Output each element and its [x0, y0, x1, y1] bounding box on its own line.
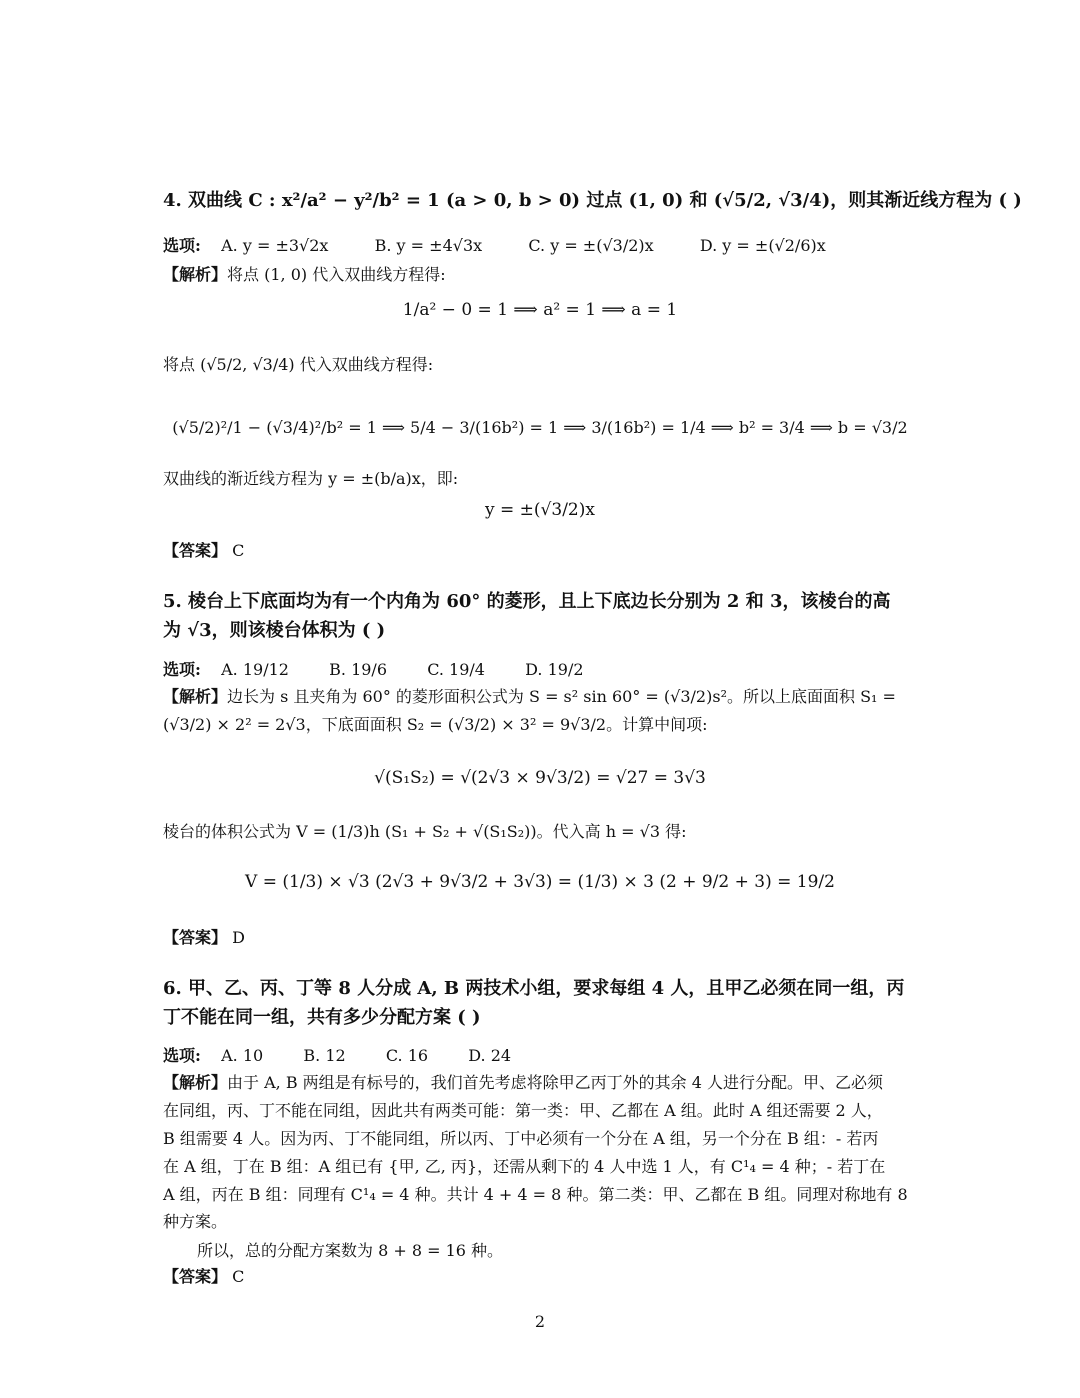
- q6-analysis-text-1: 由于 A, B 两组是有标号的，我们首先考虑将除甲乙丙丁外的其余 4 人进行分配。甲、乙必须: [227, 1073, 884, 1092]
- q4-equation-1: 1/a² − 0 = 1 ⟹ a² = 1 ⟹ a = 1: [402, 300, 678, 320]
- q5-option-d: D. 19/2: [525, 660, 584, 679]
- q5-option-c: C. 19/4: [427, 660, 485, 679]
- q6-option-a: A. 10: [221, 1046, 264, 1065]
- q5-analysis-1: [163, 684, 896, 710]
- q4-analysis-label: 【解析】: [163, 265, 228, 284]
- q6-analysis-line-5: A 组，丙在 B 组：同理有 C¹₄ = 4 种。共计 4 + 4 = 8 种。第二类：甲、乙都在 B 组。同理对称地有 8: [163, 1185, 908, 1204]
- q4-analysis-text-1: 将点 (1, 0) 代入双曲线方程得:: [227, 265, 446, 284]
- q6-option-b: B. 12: [303, 1046, 346, 1065]
- q5-question-line-2: 为 √3，则该棱台体积为 ( ): [163, 620, 386, 641]
- q6-question-line-2: 丁不能在同一组，共有多少分配方案 ( ): [163, 1007, 481, 1028]
- q6-answer-value: C: [232, 1267, 245, 1286]
- page-number: 2: [534, 1312, 546, 1331]
- q6-analysis-label: 【解析】: [163, 1073, 228, 1092]
- q5-question-line-1: 5. 棱台上下底面均为有一个内角为 60° 的菱形，且上下底边长分别为 2 和 3，该棱台的高: [163, 591, 891, 612]
- q6-analysis-line-6: 种方案。: [163, 1212, 228, 1231]
- q4-equation-3: y = ±(√3/2)x: [485, 500, 595, 520]
- q4-option-b: B. y = ±4√3x: [374, 236, 483, 255]
- q5-option-b: B. 19/6: [329, 660, 387, 679]
- q4-options-label: 选项:: [163, 236, 201, 255]
- q4-option-d: D. y = ±(√2/6)x: [699, 236, 826, 255]
- q6-answer-label: 【答案】: [163, 1267, 228, 1286]
- q4-answer: [163, 538, 244, 564]
- q5-analysis-text-1: 边长为 s 且夹角为 60° 的菱形面积公式为 S = s² sin 60° = (√3/2)s²。所以上底面面积 S₁ =: [227, 687, 896, 706]
- q5-equation-2: V = (1/3) × √3 (2√3 + 9√3/2 + 3√3) = (1/3) × 3 (2 + 9/2 + 3) = 19/2: [245, 872, 835, 892]
- q5-options: [163, 657, 584, 680]
- q6-analysis-line-3: B 组需要 4 人。因为丙、丁不能同组，所以丙、丁中必须有一个分在 A 组，另一个分在 B 组：- 若丙: [163, 1129, 879, 1148]
- q4-option-a: A. y = ±3√2x: [221, 236, 329, 255]
- q6-analysis-line-4: 在 A 组，丁在 B 组：A 组已有 {甲, 乙, 丙}，还需从剩下的 4 人中选 1 人，有 C¹₄ = 4 种；- 若丁在: [163, 1157, 886, 1176]
- q4-option-c: C. y = ±(√3/2)x: [528, 236, 654, 255]
- q5-answer: [163, 925, 245, 951]
- q4-analysis-1: [163, 262, 446, 288]
- q6-option-c: C. 16: [385, 1046, 429, 1065]
- q4-analysis-2: 将点 (√5/2, √3/4) 代入双曲线方程得:: [163, 355, 434, 374]
- q4-analysis-3: 双曲线的渐近线方程为 y = ±(b/a)x，即:: [163, 469, 459, 488]
- q6-analysis-line-1: [163, 1070, 883, 1096]
- q5-analysis-2: (√3/2) × 2² = 2√3，下底面面积 S₂ = (√3/2) × 3² = 9√3/2。计算中间项:: [163, 715, 708, 734]
- q6-answer: [163, 1264, 244, 1290]
- q6-options-label: 选项:: [163, 1046, 201, 1065]
- q6-option-d: D. 24: [468, 1046, 512, 1065]
- q6-question-line-1: 6. 甲、乙、丙、丁等 8 人分成 A, B 两技术小组，要求每组 4 人，且甲乙必须在同一组，丙: [163, 978, 905, 999]
- q4-answer-label: 【答案】: [163, 541, 228, 560]
- q6-options: [163, 1043, 511, 1066]
- q5-analysis-3: 棱台的体积公式为 V = (1/3)h (S₁ + S₂ + √(S₁S₂))。代入高 h = √3 得:: [163, 822, 687, 841]
- q6-analysis-line-2: 在同组，丙、丁不能在同组，因此共有两类可能：第一类：甲、乙都在 A 组。此时 A 组还需要 2 人，: [163, 1101, 883, 1120]
- q5-option-a: A. 19/12: [221, 660, 289, 679]
- q4-equation-2: (√5/2)²/1 − (√3/4)²/b² = 1 ⟹ 5/4 − 3/(16b²) = 1 ⟹ 3/(16b²) = 1/4 ⟹ b² = 3/4 ⟹ b = √3/2: [172, 418, 908, 437]
- q6-conclusion: 所以，总的分配方案数为 8 + 8 = 16 种。: [197, 1241, 504, 1260]
- q5-analysis-label: 【解析】: [163, 687, 228, 706]
- q5-options-label: 选项:: [163, 660, 201, 679]
- q4-question: 4. 双曲线 C : x²/a² − y²/b² = 1 (a > 0, b > 0) 过点 (1, 0) 和 (√5/2, √3/4)，则其渐近线方程为 ( ): [163, 190, 1022, 211]
- q5-answer-label: 【答案】: [163, 928, 228, 947]
- q4-options: [163, 233, 826, 256]
- q4-answer-value: C: [232, 541, 245, 560]
- q5-equation-1: √(S₁S₂) = √(2√3 × 9√3/2) = √27 = 3√3: [374, 768, 706, 788]
- q5-answer-value: D: [232, 928, 245, 947]
